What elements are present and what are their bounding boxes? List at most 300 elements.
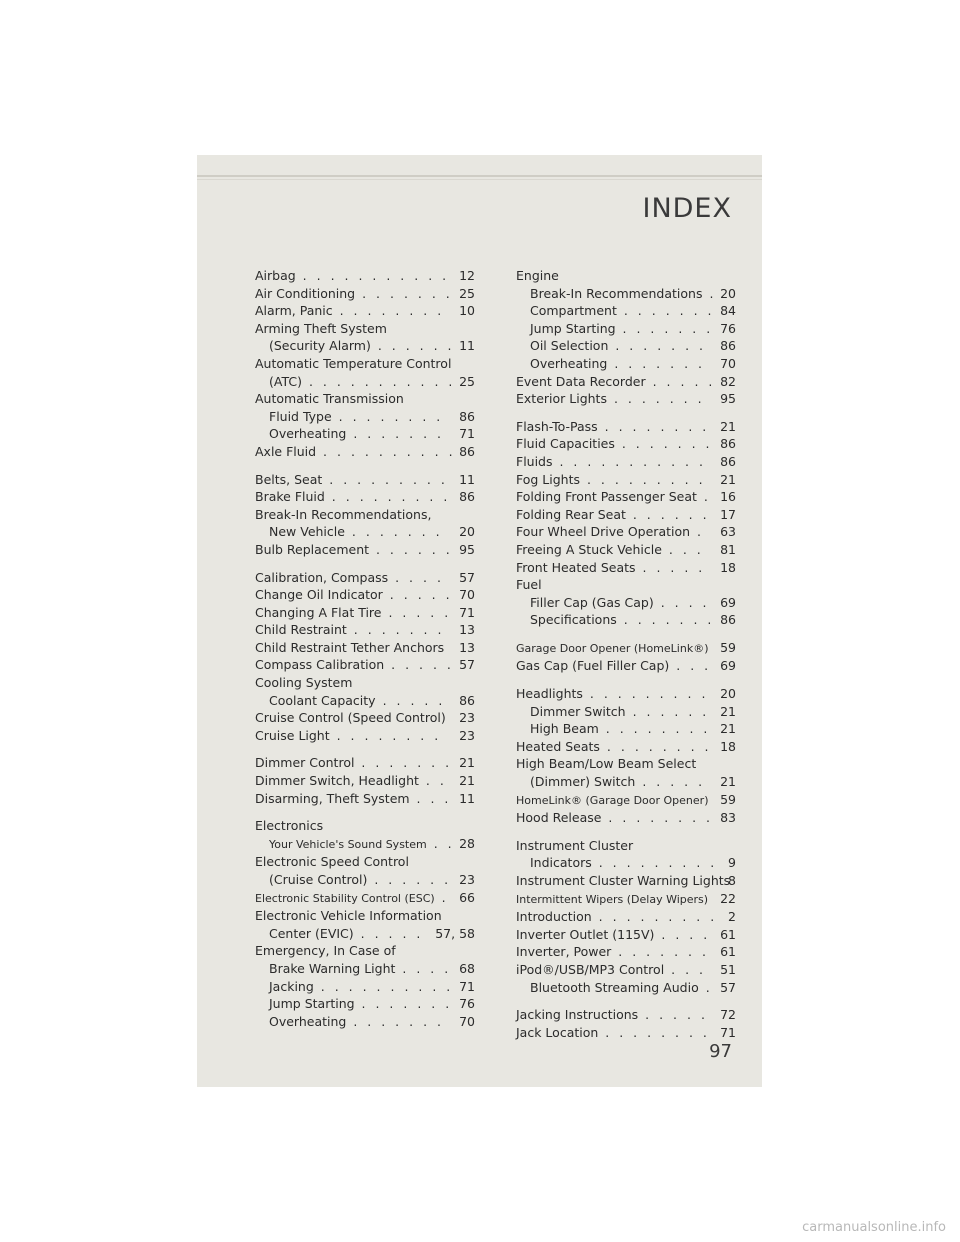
index-page-ref: 13 (459, 622, 475, 638)
index-entry-label: Folding Front Passenger Seat (516, 489, 697, 505)
leader-dots: . . . . (395, 960, 452, 976)
leader-dots: . . . . . . . . . (582, 686, 709, 702)
leader-dots: . . . . . . . . . (591, 855, 718, 871)
index-page-ref: 17 (720, 506, 736, 522)
index-entry (516, 541, 736, 559)
index-entry (516, 791, 736, 810)
index-entry (255, 425, 475, 443)
leader-dots: . . . . . . . (611, 944, 709, 960)
index-entry (255, 639, 475, 657)
index-entry-label: Jacking (269, 978, 314, 994)
index-entry (516, 320, 736, 338)
leader-dots: . . . . (653, 594, 710, 610)
index-page-ref: 21 (459, 773, 475, 789)
index-entry-label: Electronics (255, 818, 324, 834)
index-page-ref: 21 (459, 755, 475, 771)
index-entry-label: Engine (516, 268, 559, 283)
index-page-ref: 86 (720, 612, 736, 628)
leader-dots: . . . . . (638, 1007, 708, 1023)
index-entry (255, 471, 475, 489)
index-page-ref: 8 (728, 873, 736, 888)
leader-dots: . . . . . . . . (601, 810, 714, 826)
index-page-ref: 11 (459, 471, 475, 487)
index-page-ref: 63 (720, 524, 736, 540)
index-entry-label: Event Data Recorder (516, 373, 646, 389)
index-entry (255, 889, 475, 908)
index-page-ref: 18 (720, 559, 736, 575)
index-entry-label: Changing A Flat Tire (255, 604, 382, 620)
index-entry-label: Brake Warning Light (269, 960, 396, 976)
index-entry-label: Fluid Capacities (516, 436, 615, 452)
index-page-ref: 71 (459, 426, 475, 442)
index-page-ref: 82 (720, 373, 736, 389)
index-page-ref: 10 (459, 303, 475, 319)
index-entry (255, 995, 475, 1013)
index-entry (516, 854, 736, 872)
leader-dots: . . . . . . . . . (591, 909, 718, 925)
index-entry (255, 960, 475, 978)
index-entry-label: Dimmer Switch, Headlight (255, 773, 419, 789)
index-entry-label: Change Oil Indicator (255, 587, 383, 603)
index-heading (255, 320, 475, 338)
index-entry-label: Alarm, Panic (255, 303, 333, 319)
leader-dots: . . . . . . . . . (324, 489, 451, 505)
leader-dots: . . . . . . . (354, 755, 453, 771)
index-entry (516, 703, 736, 721)
index-heading (516, 755, 736, 773)
index-page-ref: 28 (459, 835, 475, 851)
index-page-ref: 25 (459, 285, 475, 301)
leader-dots: . . . . . . (369, 541, 453, 557)
leader-dots: . . . . . . . (346, 1013, 444, 1029)
leader-dots: . . . . . . . . (329, 727, 442, 743)
leader-dots: . . . . . . . . (331, 408, 444, 424)
index-heading (255, 817, 475, 835)
index-entry-label: HomeLink® (Garage Door Opener) (516, 793, 709, 807)
index-entry-label: Fog Lights (516, 471, 581, 487)
index-page-ref: 71 (459, 978, 475, 994)
index-page-ref: 20 (720, 686, 736, 702)
index-page-ref: 59 (720, 639, 736, 655)
leader-dots: . . . . . . . (355, 285, 453, 301)
index-heading (255, 506, 475, 524)
index-entry-label: Automatic Temperature Control (255, 355, 452, 371)
index-entry (255, 337, 475, 355)
leader-dots: . . . . . . . . . (322, 471, 448, 487)
leader-dots: . . . . . . . (616, 612, 715, 628)
index-entry (255, 488, 475, 506)
index-entry-label: Calibration, Compass (255, 569, 389, 585)
leader-dots: . . (426, 835, 455, 851)
leader-dots: . . (418, 773, 447, 789)
index-entry (255, 692, 475, 710)
index-page-ref: 57 (459, 569, 475, 585)
index-page-ref: 12 (459, 268, 475, 283)
index-entry (516, 639, 736, 658)
index-entry-label: iPod®/USB/MP3 Control (516, 961, 665, 977)
index-page-ref: 59 (720, 791, 736, 807)
leader-dots: . . . . . . . (614, 436, 713, 452)
page-title: INDEX (642, 193, 732, 224)
leader-dots: . . . . . . . . . . (316, 443, 456, 459)
index-heading (255, 355, 475, 373)
index-entry (516, 471, 736, 489)
index-entry (255, 267, 475, 285)
index-entry-label: Front Heated Seats (516, 559, 636, 575)
leader-dots: . . . . . . . . (599, 738, 712, 754)
index-entry (255, 443, 475, 461)
leader-dots: . . . . . (645, 373, 716, 389)
index-entry (255, 772, 475, 790)
leader-dots: . . . . . . . . (598, 1024, 710, 1040)
index-entry (516, 418, 736, 436)
leader-dots: . . . . . . . . . . . (301, 373, 456, 389)
index-entry-label: Oil Selection (530, 338, 609, 354)
index-entry (516, 738, 736, 756)
leader-dots: . (698, 979, 713, 995)
index-entry (255, 604, 475, 622)
index-entry-label: High Beam (530, 721, 599, 737)
index-page-ref: 86 (459, 692, 475, 708)
index-heading (255, 674, 475, 692)
leader-dots: . . . . . . (367, 872, 452, 887)
index-page-ref: 51 (720, 961, 736, 977)
index-entry-label: Gas Cap (Fuel Filler Cap) (516, 658, 670, 674)
index-entry-label: Compartment (530, 303, 617, 319)
index-entry (516, 685, 736, 703)
index-entry (255, 586, 475, 604)
index-heading (255, 907, 475, 925)
index-entry-label: Coolant Capacity (269, 692, 376, 708)
header-rule-thin (197, 179, 762, 180)
index-page-ref: 21 (720, 471, 736, 487)
index-entry (255, 621, 475, 639)
index-page-ref: 13 (459, 639, 475, 655)
index-page-ref: 83 (720, 810, 736, 826)
leader-dots: . . . . . . . (606, 391, 705, 407)
index-entry (516, 594, 736, 612)
index-entry-label: Overheating (269, 426, 347, 442)
leader-dots: . . . . . . . (344, 524, 443, 540)
index-page-ref: 23 (459, 710, 475, 726)
index-entry-label: Exterior Lights (516, 391, 607, 407)
index-entry-label: Compass Calibration (255, 657, 385, 673)
index-page-ref: 61 (720, 944, 736, 960)
index-page-ref: 69 (720, 658, 736, 674)
leader-dots: . . . . . (382, 587, 453, 603)
leader-dots: . . . . . . . . (598, 721, 711, 737)
index-entry-label: (Security Alarm) (269, 338, 371, 354)
index-page-ref: 70 (720, 355, 736, 371)
index-page-ref: 71 (459, 604, 475, 620)
index-page-ref: 9 (728, 855, 736, 871)
index-page-ref: 61 (720, 926, 736, 942)
index-entry-label: Freeing A Stuck Vehicle (516, 541, 662, 557)
index-entry-label: Disarming, Theft System (255, 790, 410, 806)
index-entry (516, 488, 736, 506)
index-entry-label: Flash-To-Pass (516, 418, 598, 434)
index-entry (255, 871, 475, 889)
index-entry-label: Instrument Cluster Warning Lights (516, 873, 731, 888)
index-page-ref: 20 (720, 285, 736, 301)
index-entry (255, 541, 475, 559)
index-entry (516, 1006, 736, 1024)
leader-dots: . . . . . (635, 774, 706, 790)
index-page-ref: 11 (459, 790, 475, 806)
index-page-ref: 21 (720, 774, 736, 790)
index-page-ref: 81 (720, 541, 736, 557)
index-page-ref: 95 (720, 391, 736, 407)
index-entry-label: Jump Starting (269, 996, 355, 1012)
index-page-ref: 70 (459, 587, 475, 603)
index-page-ref: 21 (720, 418, 736, 434)
index-entry-label: Brake Fluid (255, 489, 325, 505)
index-page-ref: 2 (728, 909, 736, 925)
page-number: 97 (709, 1041, 732, 1062)
leader-dots: . . . . . . . (608, 338, 707, 354)
index-entry-label: Break-In Recommendations (530, 285, 703, 301)
index-entry (516, 961, 736, 979)
index-page-ref: 86 (720, 436, 736, 452)
leader-dots: . . . . . . . (346, 426, 444, 442)
index-entry (516, 523, 736, 541)
index-entry-label: Your Vehicle's Sound System (269, 837, 427, 851)
index-entry (516, 890, 736, 909)
index-entry (255, 408, 475, 426)
index-page-ref: 57 (459, 657, 475, 673)
index-entry (516, 285, 736, 303)
index-page-ref: 23 (459, 727, 475, 743)
index-entry-label: Child Restraint Tether Anchors (255, 639, 445, 655)
index-page-ref: 76 (459, 996, 475, 1012)
leader-dots: . (702, 285, 717, 301)
leader-dots: . . . . . . (625, 703, 710, 719)
index-entry (516, 720, 736, 738)
index-entry (516, 302, 736, 320)
index-entry (255, 754, 475, 772)
index-page-ref: 86 (459, 489, 475, 505)
index-entry-label: Jump Starting (530, 320, 616, 336)
index-entry-label: Introduction (516, 909, 592, 925)
leader-dots: . . . . (654, 926, 711, 942)
index-entry (255, 373, 475, 391)
index-page-ref: 21 (720, 721, 736, 737)
index-entry-label: Cruise Light (255, 727, 330, 743)
leader-dots: . . . (664, 961, 707, 977)
index-page-ref: 21 (720, 703, 736, 719)
index-entry (516, 435, 736, 453)
leader-dots: . . . (661, 541, 704, 557)
index-entry-label: Belts, Seat (255, 471, 323, 487)
leader-dots: . . . (409, 790, 452, 806)
index-entry (516, 773, 736, 791)
index-entry (255, 978, 475, 996)
watermark-text: carmanualsonline.info (802, 1220, 946, 1235)
index-entry-label: Bulb Replacement (255, 541, 370, 557)
index-entry (255, 1013, 475, 1031)
leader-dots: . . . . . . . . . . . (552, 453, 706, 469)
index-page-ref: 16 (720, 489, 736, 505)
index-entry-label: Heated Seats (516, 738, 600, 754)
index-entry-label: Four Wheel Drive Operation (516, 524, 691, 540)
index-heading (516, 267, 736, 285)
manual-page (197, 155, 762, 1087)
leader-dots: . . . . . . . . (597, 418, 710, 434)
index-page-ref: 86 (459, 408, 475, 424)
index-page-ref: 23 (459, 872, 475, 887)
index-page-ref: 95 (459, 541, 475, 557)
leader-dots: . . . . . (353, 925, 424, 941)
index-page-ref: 11 (459, 338, 475, 354)
index-entry (516, 1024, 736, 1042)
index-entry-label: Electronic Speed Control (255, 854, 409, 870)
index-entry-label: Arming Theft System (255, 320, 387, 336)
index-entry (516, 506, 736, 524)
index-page-ref: 20 (459, 524, 475, 540)
leader-dots: . . . . . . . (615, 320, 714, 336)
index-entry (516, 943, 736, 961)
index-entry (255, 523, 475, 541)
index-entry-label: Filler Cap (Gas Cap) (530, 594, 654, 610)
index-page-ref: 25 (459, 373, 475, 389)
index-entry-label: Air Conditioning (255, 285, 356, 301)
index-entry-label: Electronic Stability Control (ESC) (255, 891, 435, 905)
index-entry-label: Cooling System (255, 675, 353, 691)
leader-dots: . . . . (388, 569, 444, 585)
leader-dots: . . . . . . . (616, 303, 715, 319)
index-page-ref: 76 (720, 320, 736, 336)
index-entry-label: Indicators (530, 855, 592, 871)
index-entry-label: Headlights (516, 686, 583, 702)
index-entry-label: Dimmer Control (255, 755, 355, 771)
leader-dots: . . . . . . . (354, 996, 453, 1012)
index-entry-label: Break-In Recommendations, (255, 506, 432, 522)
index-entry-label: Inverter, Power (516, 944, 612, 960)
index-heading (516, 576, 736, 594)
index-page-ref: 69 (720, 594, 736, 610)
index-entry-label: Instrument Cluster (516, 837, 634, 853)
index-entry-label: Airbag (255, 268, 296, 283)
leader-dots: . . . (669, 658, 712, 674)
index-entry (516, 390, 736, 408)
index-entry (516, 373, 736, 391)
index-entry-label: High Beam/Low Beam Select (516, 756, 697, 772)
leader-dots: . . . . . . (625, 506, 710, 522)
index-entry-label: Emergency, In Case of (255, 943, 396, 959)
leader-dots: . . . . . . . (346, 622, 445, 638)
index-entry-label: Dimmer Switch (530, 703, 626, 719)
index-page-ref: 84 (720, 303, 736, 319)
index-entry-label: Jacking Instructions (516, 1007, 639, 1023)
index-entry (516, 611, 736, 629)
index-entry-label: Folding Rear Seat (516, 506, 626, 522)
index-entry-label: Center (EVIC) (269, 925, 354, 941)
index-entry-label: Bluetooth Streaming Audio (530, 979, 699, 995)
index-entry-label: Inverter Outlet (115V) (516, 926, 655, 942)
index-entry (516, 809, 736, 827)
index-entry-label: Overheating (269, 1013, 347, 1029)
leader-dots: . . . . . . . (607, 355, 705, 371)
leader-dots: . . . . . (375, 692, 446, 708)
leader-dots: . . . . . . (370, 338, 455, 354)
index-entry (255, 835, 475, 854)
index-heading (516, 837, 736, 855)
leader-dots: . . . . . (381, 604, 452, 620)
index-page-ref: 57, 58 (435, 925, 475, 941)
index-heading (255, 390, 475, 408)
index-entry (516, 657, 736, 675)
index-entry-label: Child Restraint (255, 622, 347, 638)
index-entry (516, 979, 736, 997)
index-page-ref: 86 (720, 453, 736, 469)
header-rule (197, 175, 762, 177)
index-page-ref: 18 (720, 738, 736, 754)
index-entry-label: (Cruise Control) (269, 872, 368, 887)
index-entry-label: Intermittent Wipers (Delay Wipers) (516, 892, 709, 906)
leader-dots: . . . . . . . . (332, 303, 445, 319)
index-entry-label: Fluid Type (269, 408, 332, 424)
leader-dots: . . . . . (635, 559, 706, 575)
index-page-ref: 22 (720, 890, 736, 906)
index-page-ref: 72 (720, 1007, 736, 1023)
index-entry-label: New Vehicle (269, 524, 345, 540)
index-entry-label: Jack Location (516, 1024, 599, 1040)
leader-dots: . . . . . (384, 657, 454, 673)
index-entry-label: (Dimmer) Switch (530, 774, 636, 790)
leader-dots: . . . . . . . . . . (313, 978, 454, 994)
index-entry-label: Hood Release (516, 810, 602, 826)
index-heading (255, 853, 475, 871)
index-entry-label: Specifications (530, 612, 617, 628)
index-entry-label: Overheating (530, 355, 608, 371)
index-entry-label: Fluids (516, 453, 553, 469)
index-entry-label: Fuel (516, 577, 542, 593)
index-page-ref: 86 (459, 443, 475, 459)
index-page-ref: 68 (459, 960, 475, 976)
index-entry (255, 709, 475, 727)
index-page-ref: 57 (720, 979, 736, 995)
index-page-ref: 70 (459, 1013, 475, 1029)
index-entry (255, 727, 475, 745)
index-entry (516, 559, 736, 577)
index-entry (516, 337, 736, 355)
index-entry-label: Axle Fluid (255, 443, 317, 459)
index-entry-label: (ATC) (269, 373, 302, 389)
index-entry-label: Cruise Control (Speed Control) (255, 710, 446, 726)
index-entry (516, 872, 736, 890)
index-entry (516, 453, 736, 471)
index-entry (516, 355, 736, 373)
index-entry-label: Electronic Vehicle Information (255, 908, 442, 924)
index-column-left (255, 267, 475, 1030)
index-heading (255, 942, 475, 960)
index-entry (516, 926, 736, 944)
index-page-ref: 86 (720, 338, 736, 354)
leader-dots: . (690, 524, 704, 540)
index-column-right (516, 267, 736, 1041)
leader-dots: . . . . . . . . . . . (295, 268, 450, 283)
index-page-ref: 71 (720, 1024, 736, 1040)
index-entry (516, 908, 736, 926)
index-page-ref: 66 (459, 889, 475, 905)
index-entry-label: Automatic Transmission (255, 391, 404, 407)
leader-dots: . (696, 489, 711, 505)
index-entry (255, 790, 475, 808)
index-entry-label: Garage Door Opener (HomeLink®) (516, 641, 709, 655)
leader-dots: . . . . . . . . . (580, 471, 706, 487)
index-entry (255, 302, 475, 320)
index-entry (255, 285, 475, 303)
